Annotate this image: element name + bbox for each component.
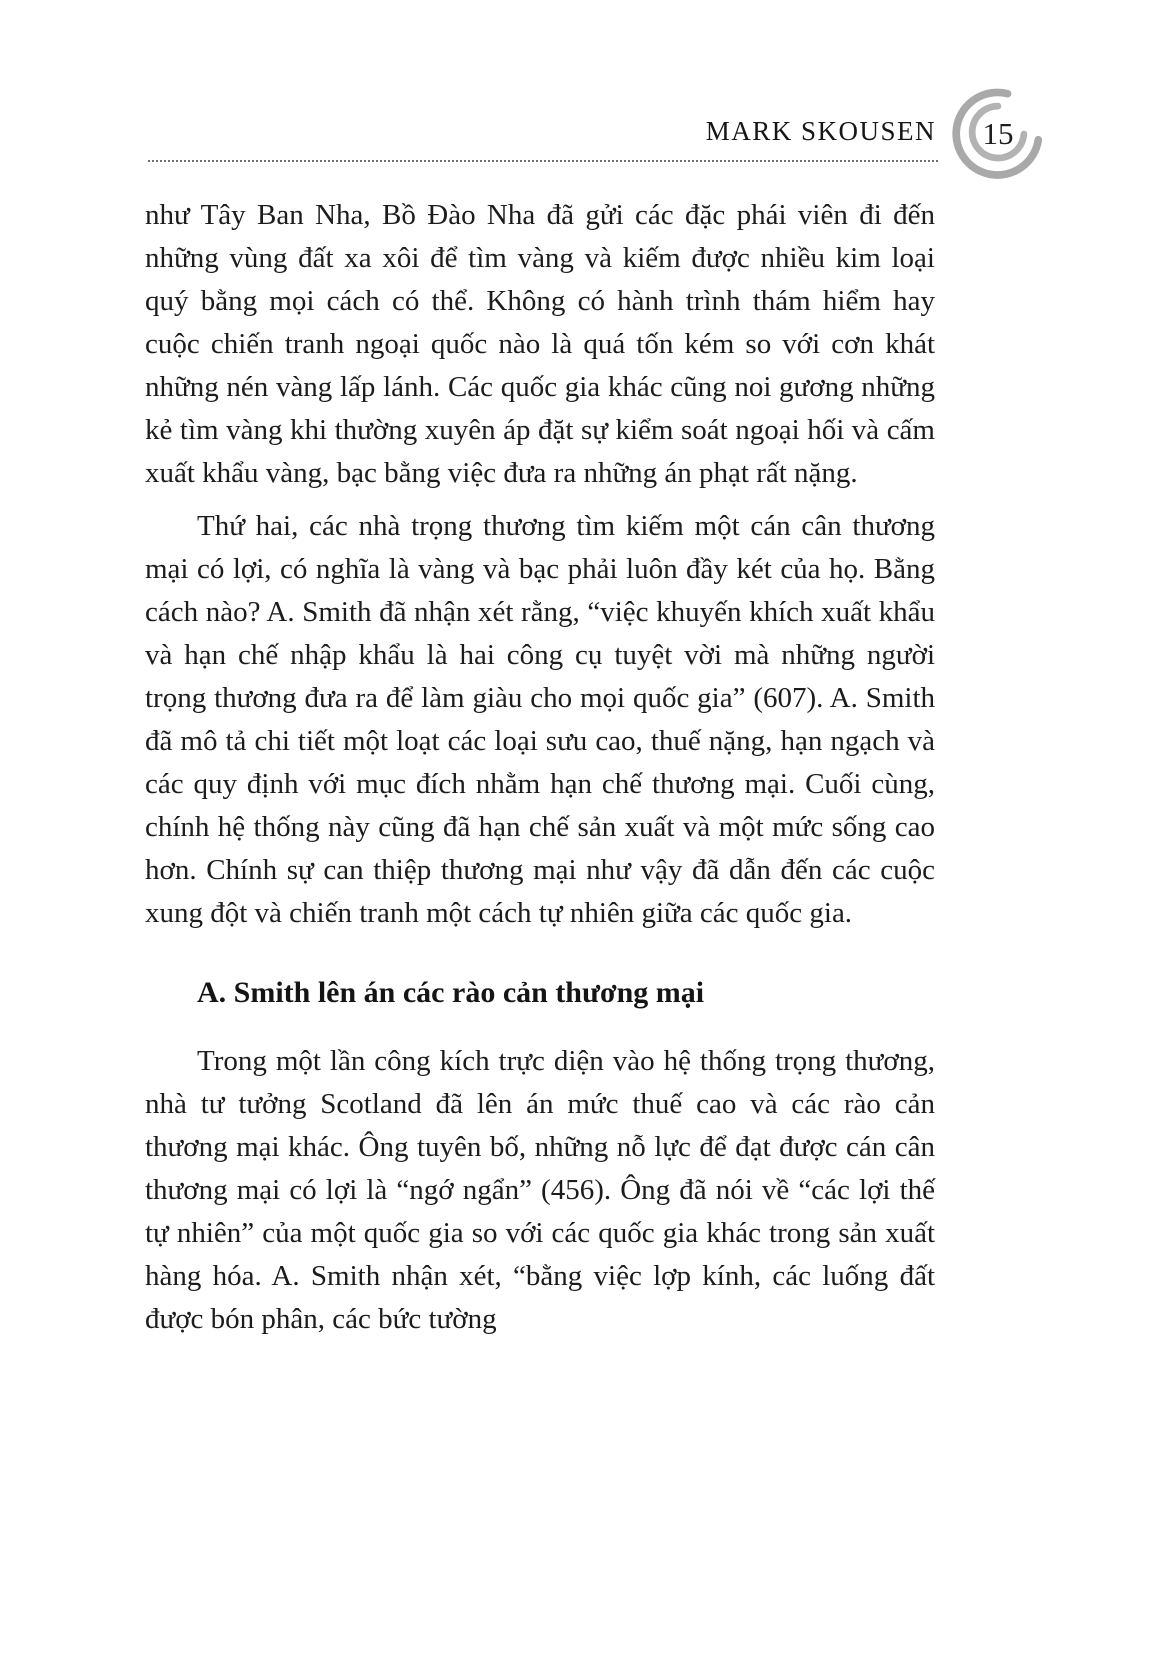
running-header-author: MARK SKOUSEN	[705, 116, 936, 146]
page-number: 15	[982, 116, 1014, 151]
paragraph: Thứ hai, các nhà trọng thương tìm kiếm một cán cân thương mại có lợi, có nghĩa là vàng và bạc phải luôn đầy két của họ. Bằng cách nào? A. Smith đã nhận xét rằng, “việc khuyến khích xuất khẩu và hạn chế nhập khẩu là hai công cụ tuyệt vời mà những người trọng thương đưa ra để làm giàu cho mọi quốc gia” (607). A. Smith đã mô tả chi tiết một loạt các loại sưu cao, thuế nặng, hạn ngạch và các quy định với mục đích nhằm hạn chế thương mại. Cuối cùng, chính hệ thống này cũng đã hạn chế sản xuất và một mức sống cao hơn. Chính sự can thiệp thương mại như vậy đã dẫn đến các cuộc xung đột và chiến tranh một cách tự nhiên giữa các quốc gia.	[145, 510, 935, 929]
page-body	[145, 194, 935, 1351]
page-number-badge	[950, 86, 1046, 182]
paragraph: như Tây Ban Nha, Bồ Đào Nha đã gửi các đặc phái viên đi đến những vùng đất xa xôi để tìm vàng và kiếm được nhiều kim loại quý bằng mọi cách có thể. Không có hành trình thám hiểm hay cuộc chiến tranh ngoại quốc nào là quá tốn kém so với cơn khát những nén vàng lấp lánh. Các quốc gia khác cũng noi gương những kẻ tìm vàng khi thường xuyên áp đặt sự kiểm soát ngoại hối và cấm xuất khẩu vàng, bạc bằng việc đưa ra những án phạt rất nặng.	[145, 199, 935, 489]
header-dotted-divider	[148, 160, 938, 162]
section-heading: A. Smith lên án các rào cản thương mại	[197, 976, 705, 1009]
paragraph: Trong một lần công kích trực diện vào hệ thống trọng thương, nhà tư tưởng Scotland đã lên án mức thuế cao và các rào cản thương mại khác. Ông tuyên bố, những nỗ lực để đạt được cán cân thương mại có lợi là “ngớ ngẩn” (456). Ông đã nói về “các lợi thế tự nhiên” của một quốc gia so với các quốc gia khác trong sản xuất hàng hóa. A. Smith nhận xét, “bằng việc lợp kính, các luống đất được bón phân, các bức tường	[145, 1045, 935, 1335]
